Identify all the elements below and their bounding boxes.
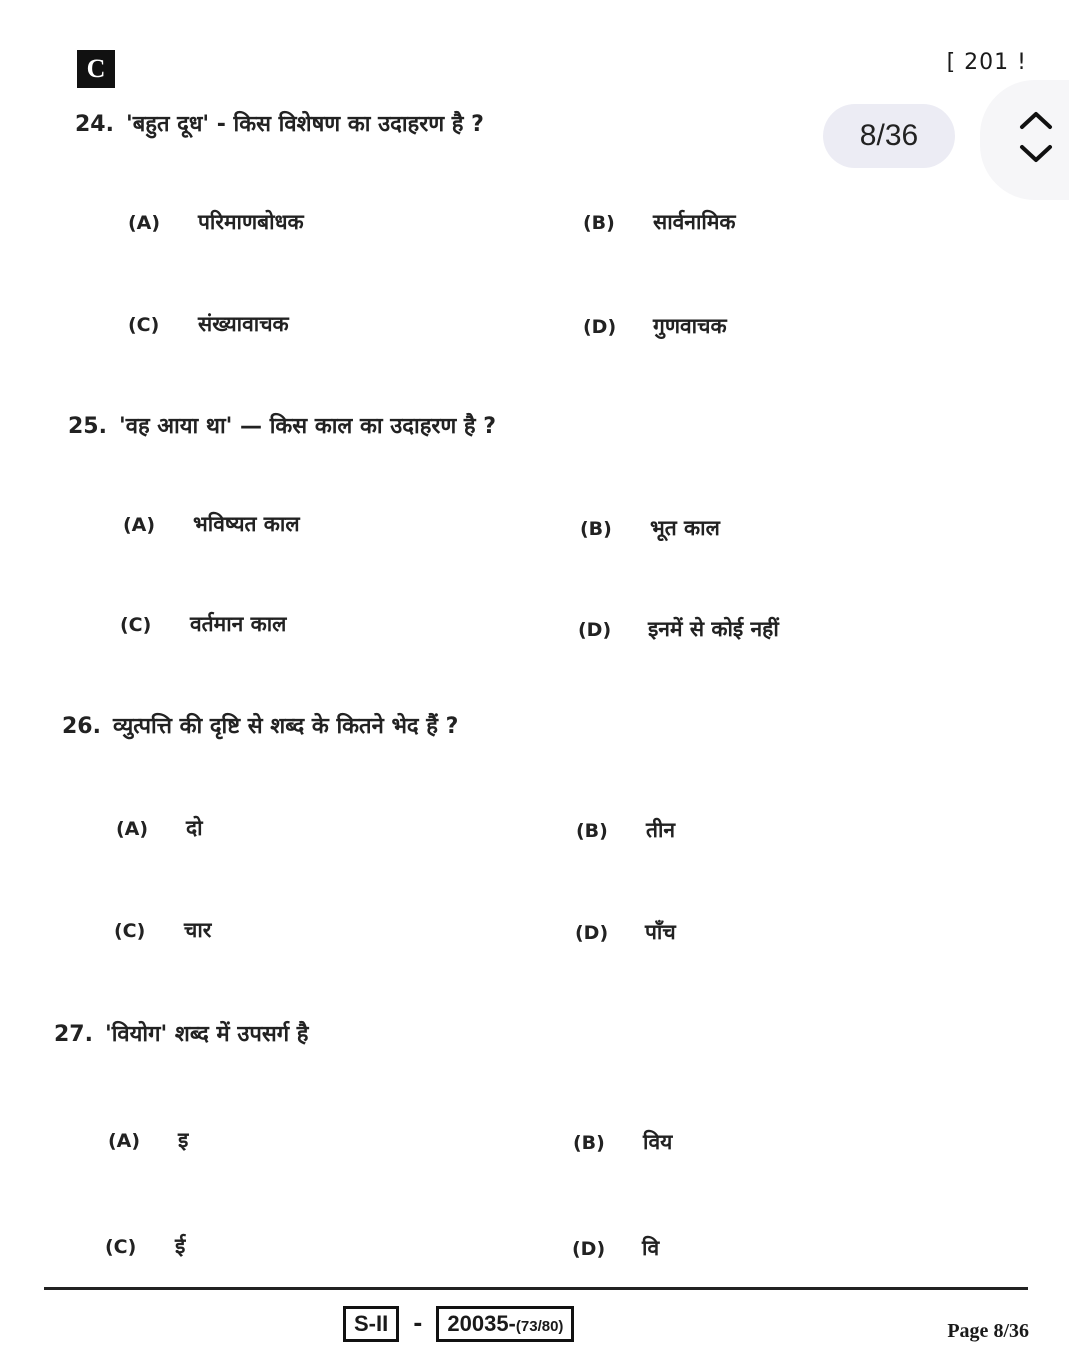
- option-c: [128, 310, 289, 338]
- option-letter: (B): [573, 1132, 605, 1154]
- question-27: [54, 1018, 308, 1048]
- option-d: [578, 615, 779, 643]
- footer-page-number: Page 8/36: [947, 1320, 1029, 1342]
- question-text: व्युत्पत्ति की दृष्टि से शब्द के कितने भेद हैं ?: [112, 714, 459, 739]
- option-letter: (B): [583, 212, 615, 234]
- option-text: इनमें से कोई नहीं: [648, 617, 779, 641]
- question-26: [62, 710, 458, 740]
- question-number: 24.: [75, 112, 114, 137]
- option-c: [105, 1232, 185, 1260]
- set-label: C: [77, 50, 115, 88]
- option-text: तीन: [646, 818, 676, 842]
- option-text: वर्तमान काल: [190, 612, 287, 636]
- page-indicator: 8/36: [823, 104, 955, 168]
- question-number: 26.: [62, 714, 101, 739]
- option-text: पाँच: [645, 920, 676, 944]
- option-d: [575, 918, 676, 946]
- option-letter: (A): [123, 514, 156, 536]
- option-text: चार: [184, 918, 212, 942]
- option-letter: (B): [580, 518, 612, 540]
- question-text: 'बहुत दूध' - किस विशेषण का उदाहरण है ?: [125, 112, 484, 137]
- option-text: इ: [178, 1128, 189, 1152]
- question-text: 'वह आया था' — किस काल का उदाहरण है ?: [118, 414, 497, 439]
- option-text: वि: [642, 1236, 660, 1260]
- option-b: [576, 816, 675, 844]
- option-d: [572, 1234, 659, 1262]
- option-c: [120, 610, 286, 638]
- option-letter: (A): [128, 212, 161, 234]
- page-nav-panel: [980, 80, 1069, 200]
- option-letter: (A): [116, 818, 149, 840]
- option-text: गुणवाचक: [653, 314, 727, 338]
- option-text: सार्वनामिक: [653, 210, 736, 234]
- question-24: [75, 108, 484, 138]
- option-text: विय: [643, 1130, 673, 1154]
- option-letter: (C): [128, 314, 160, 336]
- footer-divider: [44, 1287, 1028, 1290]
- option-letter: (D): [575, 922, 609, 944]
- option-b: [583, 208, 736, 236]
- series-box: S-II: [343, 1306, 399, 1342]
- code-suffix: (73/80): [515, 1318, 564, 1335]
- option-d: [583, 312, 727, 340]
- option-a: [123, 510, 300, 538]
- option-letter: (D): [583, 316, 617, 338]
- question-number: 27.: [54, 1022, 93, 1047]
- option-c: [114, 916, 211, 944]
- option-letter: (C): [105, 1236, 137, 1258]
- chevron-up-icon[interactable]: [1012, 104, 1060, 136]
- paper-code-box: [436, 1306, 574, 1342]
- option-text: दो: [186, 816, 203, 840]
- option-a: [128, 208, 304, 236]
- option-text: संख्यावाचक: [198, 312, 289, 336]
- question-number: 25.: [68, 414, 107, 439]
- option-b: [573, 1128, 672, 1156]
- chevron-down-icon[interactable]: [1012, 138, 1060, 170]
- option-a: [116, 814, 203, 842]
- option-letter: (D): [572, 1238, 606, 1260]
- footer-dash: -: [413, 1311, 423, 1337]
- question-text: 'वियोग' शब्द में उपसर्ग है: [104, 1022, 309, 1047]
- option-text: ई: [175, 1234, 186, 1258]
- option-letter: (A): [108, 1130, 141, 1152]
- option-letter: (B): [576, 820, 608, 842]
- paper-code: [ 201 !: [946, 50, 1027, 75]
- code-main: 20035-: [447, 1311, 516, 1336]
- option-a: [108, 1126, 188, 1154]
- question-25: [68, 410, 496, 440]
- option-letter: (D): [578, 619, 612, 641]
- footer-code: [343, 1306, 574, 1342]
- option-b: [580, 514, 720, 542]
- option-text: भूत काल: [650, 516, 720, 540]
- option-letter: (C): [114, 920, 146, 942]
- option-text: भविष्यत काल: [193, 512, 300, 536]
- option-text: परिमाणबोधक: [198, 210, 304, 234]
- option-letter: (C): [120, 614, 152, 636]
